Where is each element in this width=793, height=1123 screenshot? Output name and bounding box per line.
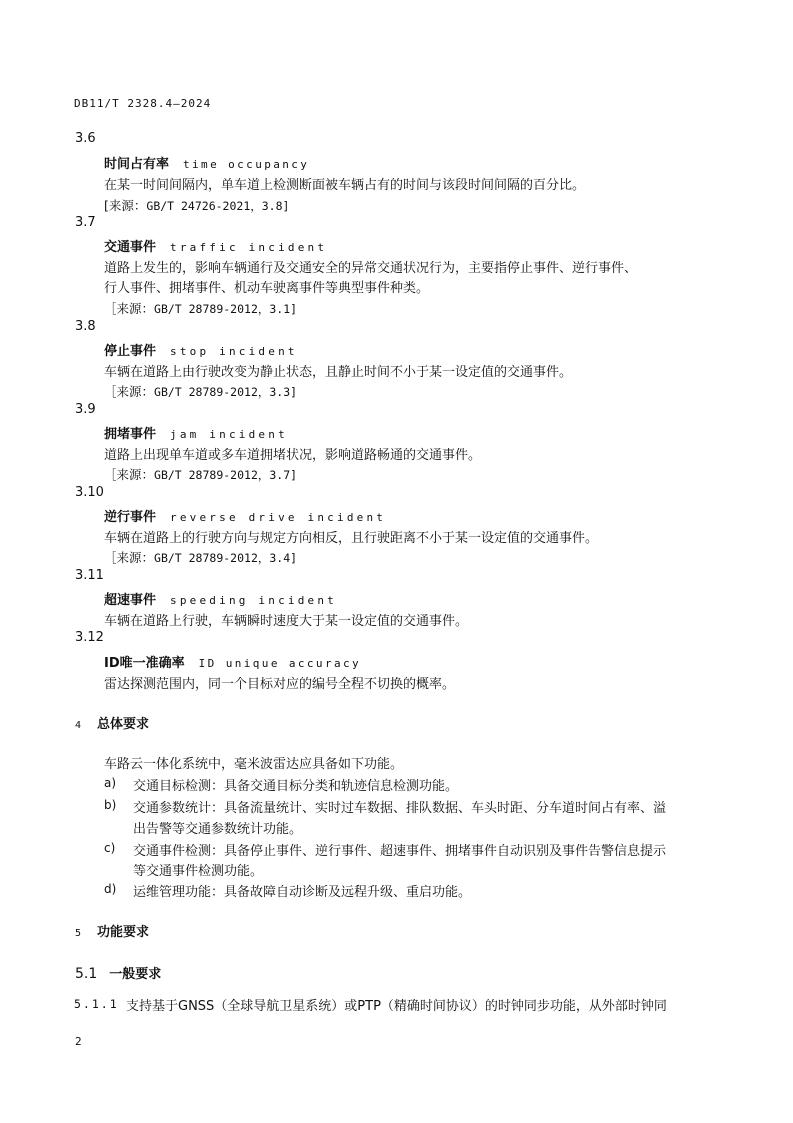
list-marker: c) <box>104 841 116 855</box>
section-title: 功能要求 <box>97 925 150 940</box>
term-source: ［来源：GB/T 28789-2012，3.7] <box>104 467 298 482</box>
clause-number: 5.1.1 <box>74 997 119 1011</box>
term-chinese: ID唯一准确率 <box>104 656 185 671</box>
term-title <box>104 340 298 359</box>
section-title: 总体要求 <box>97 717 150 732</box>
list-item: 交通参数统计：具备流量统计、实时过车数据、排队数据、车头时距、分车道时间占有率、溢 <box>133 801 667 816</box>
list-item: 运维管理功能：具备故障自动诊断及远程升级、重启功能。 <box>133 885 472 900</box>
term-definition: 车辆在道路上行驶，车辆瞬时速度大于某一设定值的交通事件。 <box>104 614 469 629</box>
list-marker: b) <box>104 798 117 812</box>
list-item-cont: 等交通事件检测功能。 <box>133 864 264 879</box>
term-source: ［来源：GB/T 28789-2012，3.4] <box>104 550 298 565</box>
term-definition: 道路上出现单车道或多车道拥堵状况，影响道路畅通的交通事件。 <box>104 448 482 463</box>
section-heading <box>75 713 149 732</box>
term-english: time occupancy <box>183 158 310 171</box>
term-title <box>104 423 288 442</box>
term-title <box>104 506 386 525</box>
term-number: 3.12 <box>75 630 104 645</box>
subsection-title: 一般要求 <box>109 967 162 982</box>
term-chinese: 拥堵事件 <box>104 427 157 442</box>
term-definition: 道路上发生的，影响车辆通行及交通安全的异常交通状况行为，主要指停止事件、逆行事件、 <box>104 261 638 276</box>
clause-text: 支持基于GNSS（全球导航卫星系统）或PTP（精确时间协议）的时钟同步功能，从外部时钟同 <box>126 999 667 1014</box>
term-chinese: 交通事件 <box>104 240 157 255</box>
term-number: 3.10 <box>75 485 104 500</box>
term-definition: 雷达探测范围内，同一个目标对应的编号全程不切换的概率。 <box>104 677 456 692</box>
list-marker: d) <box>104 882 117 896</box>
term-title <box>104 652 361 671</box>
term-chinese: 逆行事件 <box>104 510 157 525</box>
term-title <box>104 589 337 608</box>
term-source: [来源：GB/T 24726-2021，3.8] <box>104 198 290 213</box>
term-definition: 在某一时间间隔内，单车道上检测断面被车辆占有的时间与该段时间间隔的百分比。 <box>104 178 586 193</box>
term-number: 3.8 <box>75 319 96 334</box>
list-item-cont: 出告警等交通参数统计功能。 <box>133 822 303 837</box>
page-number: 2 <box>75 1035 82 1048</box>
term-number: 3.6 <box>75 131 96 146</box>
term-definition: 车辆在道路上由行驶改变为静止状态，且静止时间不小于某一设定值的交通事件。 <box>104 365 573 380</box>
term-number: 3.11 <box>75 568 104 583</box>
term-english: traffic incident <box>170 241 328 254</box>
term-chinese: 超速事件 <box>104 593 157 608</box>
term-definition-cont: 行人事件、拥堵事件、机动车驶离事件等典型事件种类。 <box>104 281 430 296</box>
term-definition: 车辆在道路上的行驶方向与规定方向相反，且行驶距离不小于某一设定值的交通事件。 <box>104 531 599 546</box>
term-english: stop incident <box>170 345 298 358</box>
term-number: 3.9 <box>75 402 96 417</box>
term-title <box>104 236 327 255</box>
term-english: jam incident <box>170 428 288 441</box>
subsection-number: 5.1 <box>75 966 98 982</box>
term-english: reverse drive incident <box>170 511 387 524</box>
section-number: 4 <box>75 720 82 731</box>
list-item: 交通目标检测：具备交通目标分类和轨迹信息检测功能。 <box>133 779 459 794</box>
term-number: 3.7 <box>75 215 96 230</box>
section-number: 5 <box>75 928 82 939</box>
term-chinese: 停止事件 <box>104 344 157 359</box>
list-marker: a) <box>104 776 117 790</box>
section-intro: 车路云一体化系统中，毫米波雷达应具备如下功能。 <box>104 757 404 772</box>
document-id-header: DB11/T 2328.4—2024 <box>74 97 212 110</box>
term-english: ID unique accuracy <box>198 657 362 670</box>
section-heading <box>75 921 149 940</box>
term-title <box>104 153 309 172</box>
term-source: ［来源：GB/T 28789-2012，3.3] <box>104 384 298 399</box>
subsection-heading <box>75 963 161 982</box>
term-chinese: 时间占有率 <box>104 157 170 172</box>
list-item: 交通事件检测：具备停止事件、逆行事件、超速事件、拥堵事件自动识别及事件告警信息提示 <box>133 844 667 859</box>
term-source: ［来源：GB/T 28789-2012，3.1] <box>104 301 298 316</box>
term-english: speeding incident <box>170 594 337 607</box>
